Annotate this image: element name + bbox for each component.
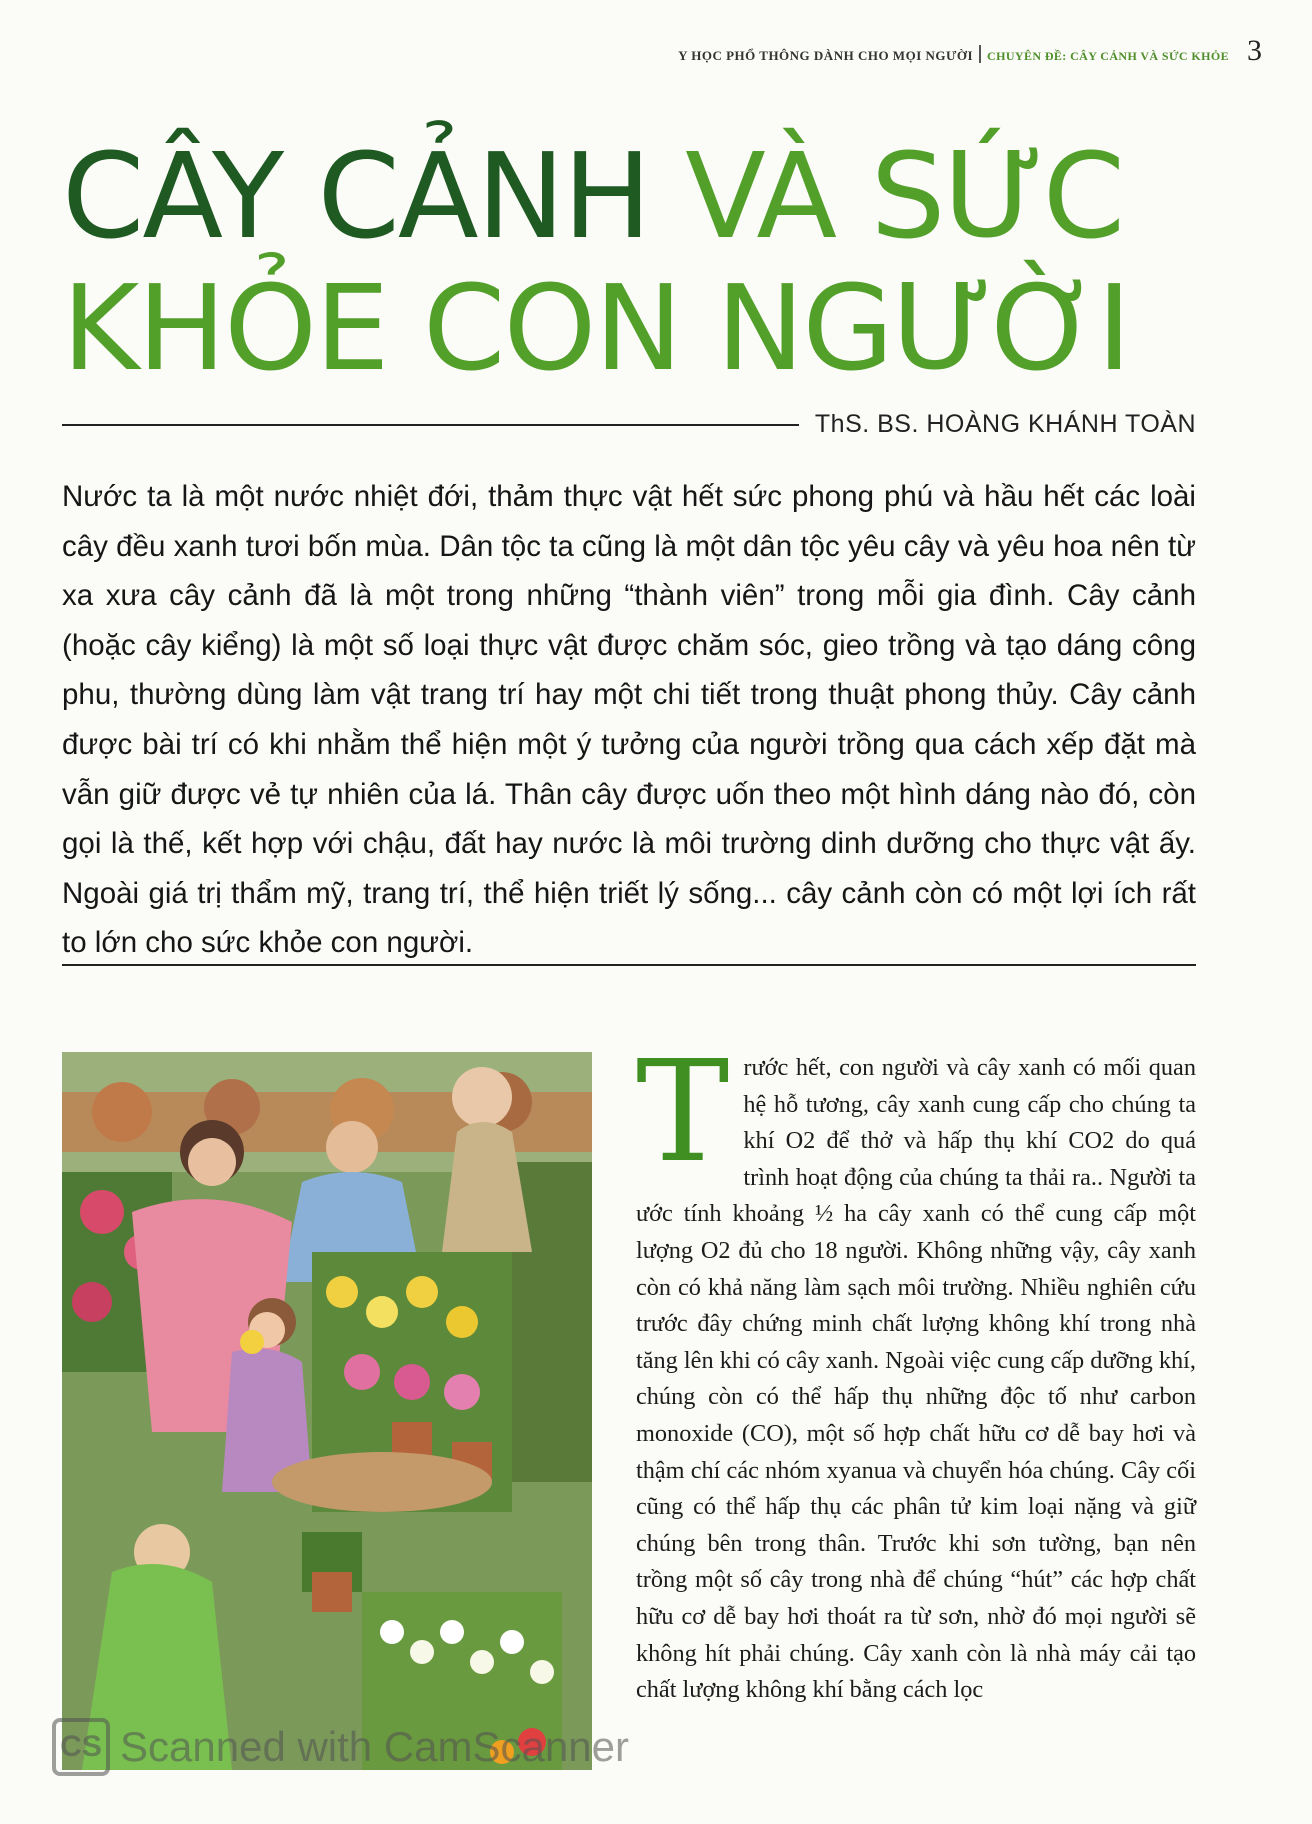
page-number: 3	[1247, 34, 1262, 67]
watermark-text: Scanned with CamScanner	[120, 1723, 629, 1770]
article-title	[62, 127, 1202, 397]
body-text: rước hết, con người và cây xanh có mối quan hệ hỗ tương, cây xanh cung cấp cho chúng ta khí O2 để thở và hấp thụ khí CO2 do quá trình hoạt động của chúng ta thải ra.. Người ta ước tính khoảng ½ ha cây xanh có thể cung cấp một lượng O2 đủ cho 18 người. Không những vậy, cây xanh còn có khả năng làm sạch môi trường. Nhiều nghiên cứu trước đây chứng minh chất lượng không khí trong nhà tăng lên khi có cây xanh. Ngoài việc cung cấp dưỡng khí, chúng còn có thể hấp thụ những độc tố như carbon monoxide (CO), một số hợp chất hữu cơ dễ bay hơi và thậm chí các nhóm xyanua và chuyển hóa chúng. Cây cối cũng có thể hấp thụ các phân tử kim loại nặng và giữ chúng bên trong thân. Trước khi sơn tường, bạn nên trồng một số cây trong nhà để chúng “hút” các hợp chất hữu cơ dễ bay hơi thoát ra từ sơn, nhờ đó mọi người sẽ không hít phải chúng. Cây xanh còn là nhà máy cải tạo chất lượng không khí bằng cách lọc	[636, 1054, 1196, 1704]
scanner-watermark	[52, 1718, 629, 1776]
body-column	[636, 1031, 1196, 1709]
title-green-part: VÀ SỨC	[685, 127, 1124, 265]
family-garden-photo	[62, 1052, 592, 1770]
title-line-1	[62, 127, 1202, 265]
running-header	[678, 34, 1262, 68]
intro-paragraph: Nước ta là một nước nhiệt đới, thảm thực vật hết sức phong phú và hầu hết các loài cây đều xanh tươi bốn mùa. Dân tộc ta cũng là một dân tộc yêu cây và yêu hoa nên từ xa xưa cây cảnh đã là một trong những “thành viên” trong mỗi gia đình. Cây cảnh (hoặc cây kiểng) là một số loại thực vật được chăm sóc, gieo trồng và tạo dáng công phu, thường dùng làm vật trang trí hay một chi tiết trong thuật phong thủy. Cây cảnh được bài trí có khi nhằm thể hiện một ý tưởng của người trồng qua cách xếp đặt mà vẫn giữ được vẻ tự nhiên của lá. Thân cây được uốn theo một hình dáng nào đó, còn gọi là thế, kết hợp với chậu, đất hay nước là môi trường dinh dưỡng cho thực vật ấy. Ngoài giá trị thẩm mỹ, trang trí, thể hiện triết lý sống... cây cảnh còn có một lợi ích rất to lớn cho sức khỏe con người.	[62, 480, 1196, 960]
title-dark-part: CÂY CẢNH	[62, 127, 650, 265]
header-divider	[979, 45, 981, 63]
section-name: CHUYÊN ĐỀ: CÂY CẢNH VÀ SỨC KHỎE	[987, 49, 1229, 63]
drop-cap: T	[636, 1031, 730, 1194]
byline	[62, 410, 1196, 439]
publication-name: Y HỌC PHỔ THÔNG DÀNH CHO MỌI NGƯỜI	[678, 48, 974, 63]
section-divider	[62, 964, 1196, 966]
author-name: ThS. BS. HOÀNG KHÁNH TOÀN	[814, 410, 1196, 438]
byline-rule	[62, 424, 799, 426]
camscanner-icon: CS	[52, 1718, 110, 1776]
article-photo	[62, 1052, 592, 1770]
title-line-2: KHỎE CON NGƯỜI	[62, 259, 1130, 397]
